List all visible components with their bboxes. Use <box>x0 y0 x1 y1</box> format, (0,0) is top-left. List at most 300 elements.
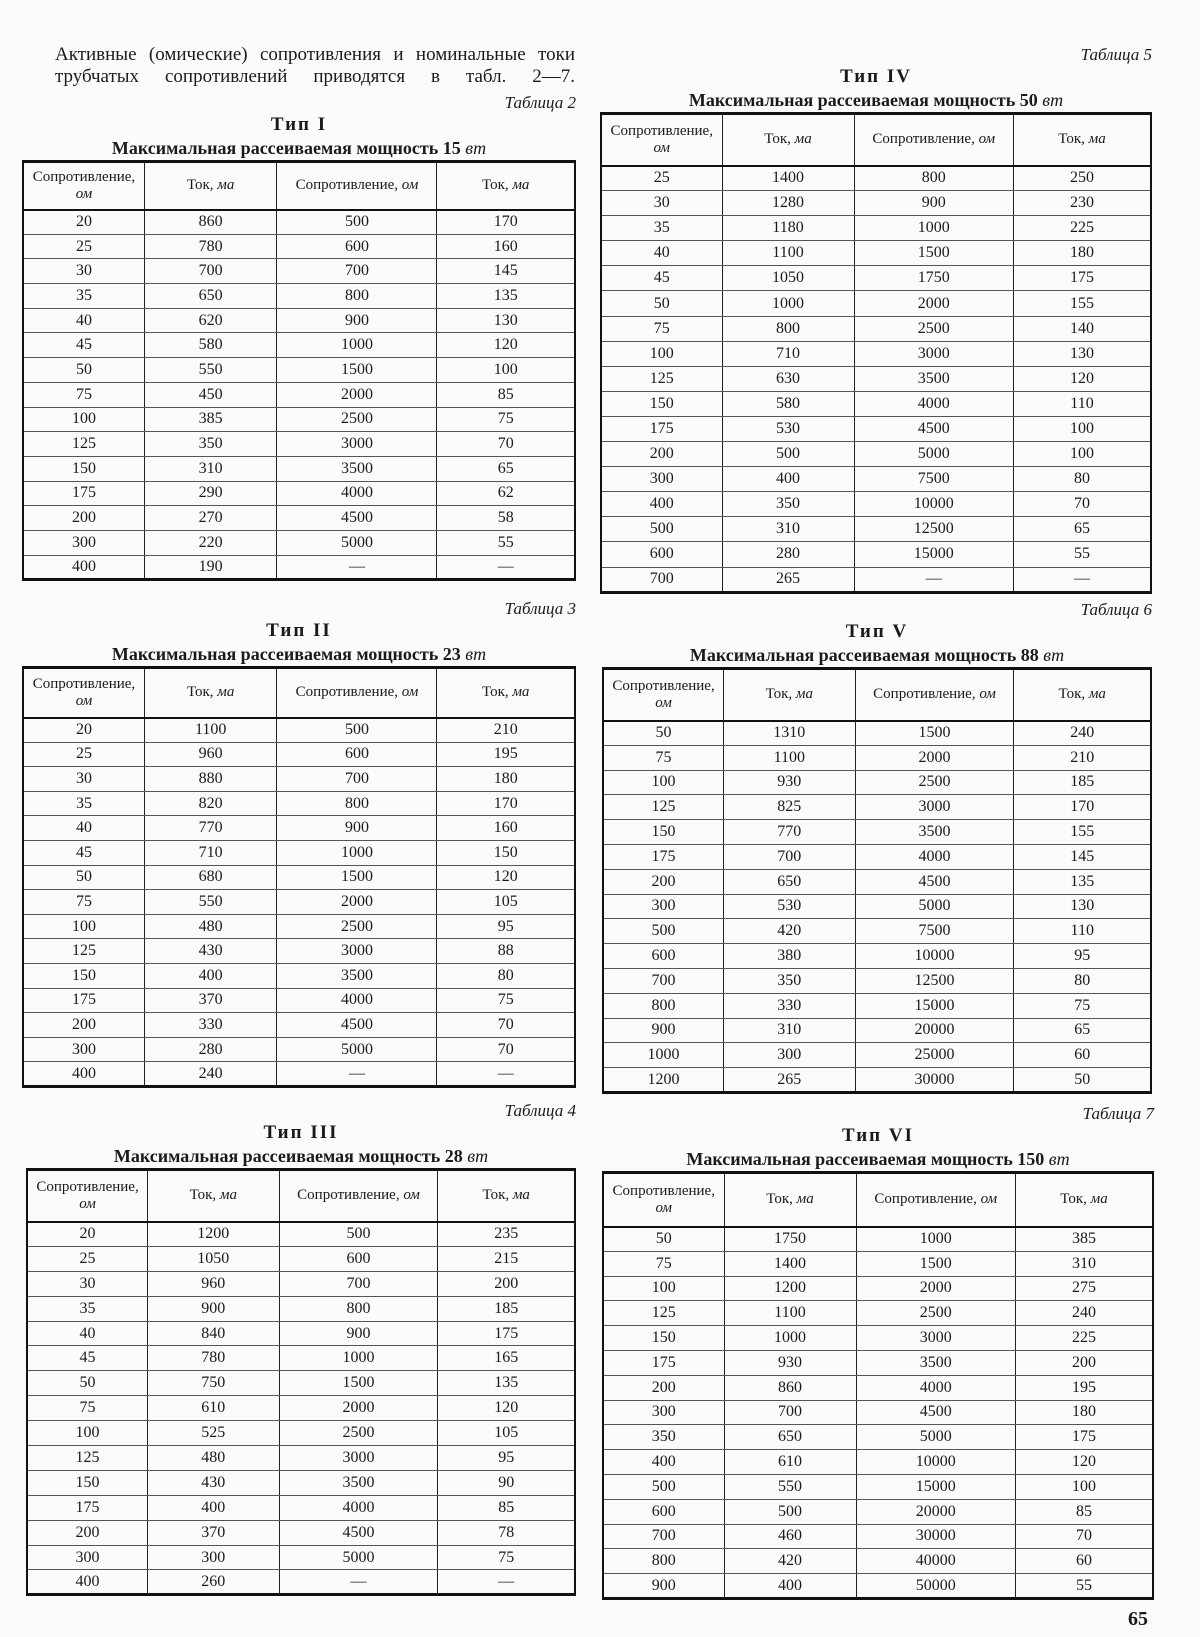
column-header: Сопротивление, ом <box>856 1173 1016 1227</box>
table-row <box>603 1400 1153 1425</box>
table-cell: 300 <box>724 1043 856 1068</box>
table-row <box>603 795 1151 820</box>
table-cell: 235 <box>438 1222 575 1247</box>
table-cell: 1000 <box>277 840 437 865</box>
table-cell: 5000 <box>277 1037 437 1062</box>
table-cell: 1310 <box>724 721 856 746</box>
table-row <box>27 1321 575 1346</box>
table-cell: 800 <box>277 284 437 309</box>
table-cell: 230 <box>1014 191 1152 216</box>
table-cell: 100 <box>601 341 722 366</box>
table-cell: 195 <box>437 742 575 767</box>
table-cell: 1050 <box>722 266 854 291</box>
table-cell: 4500 <box>854 416 1014 441</box>
column-header: Сопротивление, ом <box>603 1173 724 1227</box>
table-cell: 580 <box>722 391 854 416</box>
table-row <box>601 542 1151 567</box>
table-cell: 200 <box>27 1520 148 1545</box>
table-cell: 800 <box>603 993 724 1018</box>
caption-unit: вт <box>1048 1149 1070 1169</box>
table-cell: 35 <box>601 216 722 241</box>
table-cell: 3500 <box>854 366 1014 391</box>
table-cell: 700 <box>277 259 437 284</box>
table-caption <box>602 1147 1154 1171</box>
table-cell: 175 <box>1016 1425 1154 1450</box>
table-cell: 150 <box>603 820 724 845</box>
table-row <box>23 308 575 333</box>
table-cell: 710 <box>144 840 276 865</box>
table-cell: 60 <box>1014 1043 1151 1068</box>
table-cell: 85 <box>437 382 575 407</box>
table-cell: 3000 <box>277 432 437 457</box>
table-cell: — <box>277 555 437 580</box>
table-row <box>27 1570 575 1595</box>
table-cell: 100 <box>603 770 724 795</box>
table-block-7 <box>602 1103 1154 1600</box>
table-cell: 100 <box>1014 442 1152 467</box>
table-caption <box>600 88 1152 112</box>
table-cell: 60 <box>1016 1549 1154 1574</box>
table-cell: 165 <box>438 1346 575 1371</box>
table-cell: 70 <box>1014 492 1152 517</box>
table-cell: 120 <box>1016 1450 1154 1475</box>
column-header: Сопротивление, ом <box>601 114 722 166</box>
caption-unit: вт <box>465 644 487 664</box>
table-label: Таблица 3 <box>504 599 576 618</box>
table-cell: 750 <box>148 1371 280 1396</box>
table-cell: 145 <box>437 259 575 284</box>
table-cell: 370 <box>144 988 276 1013</box>
table-cell: 100 <box>27 1421 148 1446</box>
table-row <box>603 820 1151 845</box>
table-block-5 <box>600 44 1152 594</box>
table-cell: 1000 <box>603 1043 724 1068</box>
table-cell: 770 <box>724 820 856 845</box>
table-cell: 310 <box>724 1018 856 1043</box>
table-cell: — <box>437 1062 575 1087</box>
table-row <box>603 1474 1153 1499</box>
table-cell: 75 <box>437 407 575 432</box>
table-cell: 700 <box>724 1400 856 1425</box>
table-row <box>23 816 575 841</box>
table-cell: 900 <box>279 1321 438 1346</box>
table-cell: 3500 <box>855 820 1014 845</box>
table-cell: 180 <box>1016 1400 1154 1425</box>
table-row <box>23 210 575 235</box>
table-cell: 930 <box>724 1350 856 1375</box>
table-cell: 88 <box>437 939 575 964</box>
table-cell: — <box>438 1570 575 1595</box>
table-cell: 400 <box>603 1450 724 1475</box>
table-cell: 480 <box>148 1446 280 1471</box>
table-cell: 125 <box>601 366 722 391</box>
table-cell: 10000 <box>856 1450 1016 1475</box>
table-row <box>23 432 575 457</box>
table-cell: 110 <box>1014 919 1151 944</box>
table-cell: 225 <box>1014 216 1152 241</box>
table-cell: 860 <box>144 210 276 235</box>
table-cell: 1100 <box>722 241 854 266</box>
table-row <box>603 1524 1153 1549</box>
table-cell: 5000 <box>277 530 437 555</box>
table-cell: 1100 <box>724 1301 856 1326</box>
table-cell: 780 <box>148 1346 280 1371</box>
table-cell: 150 <box>437 840 575 865</box>
table-row <box>603 1499 1153 1524</box>
table-cell: 860 <box>724 1375 856 1400</box>
table-row <box>601 166 1151 191</box>
table-type-title: Тип II <box>266 620 332 641</box>
table-cell: 4500 <box>855 869 1014 894</box>
table-row <box>23 939 575 964</box>
table-cell: 700 <box>279 1271 438 1296</box>
table-cell: 900 <box>603 1018 724 1043</box>
table-type-title: Тип IV <box>840 66 912 87</box>
table-cell: 35 <box>23 791 144 816</box>
table-cell: 310 <box>722 517 854 542</box>
table-row <box>27 1246 575 1271</box>
table-cell: 610 <box>148 1396 280 1421</box>
table-cell: 40 <box>601 241 722 266</box>
table-cell: 800 <box>279 1296 438 1321</box>
table-type-title: Тип V <box>845 621 909 642</box>
table-cell: 100 <box>437 358 575 383</box>
table-cell: 350 <box>603 1425 724 1450</box>
table-cell: 265 <box>722 567 854 592</box>
table-cell: 120 <box>437 865 575 890</box>
table-cell: 820 <box>144 791 276 816</box>
table-caption <box>26 1144 576 1168</box>
table-cell: 225 <box>1016 1326 1154 1351</box>
table-cell: 30 <box>27 1271 148 1296</box>
table-block-3 <box>22 598 576 1088</box>
table-row <box>23 1062 575 1087</box>
table-cell: 200 <box>603 869 724 894</box>
table-cell: 20 <box>23 210 144 235</box>
table-cell: 200 <box>601 442 722 467</box>
table-cell: 175 <box>1014 266 1152 291</box>
table-cell: 50 <box>1014 1068 1151 1093</box>
table-cell: 4000 <box>277 481 437 506</box>
table-cell: 1000 <box>854 216 1014 241</box>
table-cell: 220 <box>144 530 276 555</box>
table-cell: 4000 <box>854 391 1014 416</box>
table-cell: 300 <box>27 1545 148 1570</box>
table-cell: 10000 <box>855 944 1014 969</box>
caption-text: Максимальная рассеиваемая мощность 28 <box>113 1146 463 1166</box>
table-cell: 350 <box>724 968 856 993</box>
table-cell: 80 <box>1014 467 1152 492</box>
table-row <box>601 241 1151 266</box>
table-row <box>27 1371 575 1396</box>
table-row <box>603 1301 1153 1326</box>
table-cell: 125 <box>23 939 144 964</box>
table-cell: 900 <box>148 1296 280 1321</box>
table-cell: 20 <box>27 1222 148 1247</box>
table-cell: 550 <box>144 890 276 915</box>
table-cell: 100 <box>1016 1474 1154 1499</box>
table-row <box>23 259 575 284</box>
table-cell: 900 <box>277 816 437 841</box>
table-cell: 95 <box>438 1446 575 1471</box>
table-row <box>23 358 575 383</box>
table-cell: 5000 <box>855 894 1014 919</box>
table-row <box>603 894 1151 919</box>
table-row <box>603 1018 1151 1043</box>
table-cell: 58 <box>437 506 575 531</box>
table-cell: 35 <box>23 284 144 309</box>
table-cell: 7500 <box>855 919 1014 944</box>
table-row <box>23 284 575 309</box>
resistance-table <box>22 666 576 1088</box>
table-cell: 1000 <box>279 1346 438 1371</box>
table-row <box>603 1227 1153 1252</box>
table-cell: 600 <box>603 1499 724 1524</box>
table-row <box>601 291 1151 316</box>
caption-unit: вт <box>465 138 487 158</box>
table-cell: 500 <box>722 442 854 467</box>
table-cell: 3000 <box>856 1326 1016 1351</box>
table-row <box>23 742 575 767</box>
caption-unit: вт <box>1043 645 1065 665</box>
table-cell: 65 <box>437 456 575 481</box>
table-cell: 50 <box>601 291 722 316</box>
table-cell: 15000 <box>856 1474 1016 1499</box>
table-cell: 155 <box>1014 820 1151 845</box>
table-cell: 175 <box>603 1350 724 1375</box>
table-cell: 2000 <box>279 1396 438 1421</box>
table-row <box>27 1271 575 1296</box>
table-row <box>27 1470 575 1495</box>
table-row <box>603 869 1151 894</box>
table-cell: 600 <box>603 944 724 969</box>
table-cell: 5000 <box>279 1545 438 1570</box>
table-row <box>23 791 575 816</box>
table-cell: 1000 <box>856 1227 1016 1252</box>
table-cell: 620 <box>144 308 276 333</box>
table-cell: 500 <box>601 517 722 542</box>
table-cell: 280 <box>144 1037 276 1062</box>
table-cell: 450 <box>144 382 276 407</box>
table-cell: 2500 <box>856 1301 1016 1326</box>
table-row <box>23 840 575 865</box>
column-header: Сопротивление, ом <box>27 1170 148 1222</box>
table-cell: 1400 <box>722 166 854 191</box>
table-cell: 530 <box>722 416 854 441</box>
table-cell: 85 <box>438 1495 575 1520</box>
table-row <box>603 1276 1153 1301</box>
table-cell: 20000 <box>856 1499 1016 1524</box>
table-cell: 160 <box>437 234 575 259</box>
table-cell: 300 <box>23 530 144 555</box>
table-cell: 30000 <box>855 1068 1014 1093</box>
table-row <box>603 745 1151 770</box>
table-cell: 75 <box>27 1396 148 1421</box>
page-number: 65 <box>1128 1608 1148 1630</box>
column-header: Сопротивление, ом <box>603 669 724 721</box>
table-cell: 300 <box>23 1037 144 1062</box>
column-header: Сопротивление, ом <box>277 162 437 210</box>
table-row <box>23 481 575 506</box>
table-cell: 40 <box>23 816 144 841</box>
table-cell: 200 <box>23 1013 144 1038</box>
table-caption <box>602 643 1152 667</box>
table-cell: 1200 <box>148 1222 280 1247</box>
caption-text: Максимальная рассеиваемая мощность 15 <box>111 138 461 158</box>
table-cell: 30 <box>601 191 722 216</box>
table-cell: 75 <box>603 745 724 770</box>
table-cell: 62 <box>437 481 575 506</box>
table-cell: 155 <box>1014 291 1152 316</box>
table-cell: 4500 <box>856 1400 1016 1425</box>
table-row <box>603 770 1151 795</box>
table-cell: 900 <box>277 308 437 333</box>
table-cell: 70 <box>1016 1524 1154 1549</box>
table-cell: 430 <box>144 939 276 964</box>
table-cell: 710 <box>722 341 854 366</box>
table-row <box>601 442 1151 467</box>
table-row <box>603 1375 1153 1400</box>
table-cell: 105 <box>437 890 575 915</box>
column-header: Сопротивление, ом <box>277 668 437 718</box>
table-row <box>23 234 575 259</box>
table-row <box>27 1495 575 1520</box>
table-cell: 25 <box>23 234 144 259</box>
table-cell: 35 <box>27 1296 148 1321</box>
table-cell: 1100 <box>724 745 856 770</box>
table-cell: 185 <box>438 1296 575 1321</box>
table-cell: 135 <box>438 1371 575 1396</box>
table-row <box>603 944 1151 969</box>
table-cell: 75 <box>601 316 722 341</box>
table-cell: 200 <box>438 1271 575 1296</box>
table-label: Таблица 6 <box>1080 600 1152 619</box>
table-cell: 1500 <box>277 358 437 383</box>
table-cell: 400 <box>71 557 96 575</box>
table-row <box>601 366 1151 391</box>
table-row <box>603 1549 1153 1574</box>
table-row <box>601 567 1151 592</box>
table-cell: 20 <box>23 718 144 743</box>
table-cell: 75 <box>1014 993 1151 1018</box>
table-cell: 400 <box>144 963 276 988</box>
column-header: Ток, ма <box>144 668 276 718</box>
table-row <box>23 718 575 743</box>
table-cell: 75 <box>438 1545 575 1570</box>
table-cell: 150 <box>601 391 722 416</box>
table-cell: 5000 <box>856 1425 1016 1450</box>
table-cell: 160 <box>437 816 575 841</box>
table-type-title: Тип I <box>270 114 328 135</box>
table-cell: 1050 <box>148 1246 280 1271</box>
table-block-6 <box>602 599 1152 1094</box>
table-cell: 15000 <box>854 542 1014 567</box>
column-header: Ток, ма <box>724 1173 856 1227</box>
table-cell: 25 <box>601 166 722 191</box>
table-cell: 500 <box>277 718 437 743</box>
table-cell: 680 <box>144 865 276 890</box>
table-cell: 1280 <box>722 191 854 216</box>
table-cell: 2000 <box>277 890 437 915</box>
table-cell: 2000 <box>854 291 1014 316</box>
table-row <box>601 266 1151 291</box>
column-header: Ток, ма <box>722 114 854 166</box>
table-cell: 525 <box>148 1421 280 1446</box>
column-header: Ток, ма <box>1014 114 1152 166</box>
table-cell: 960 <box>144 742 276 767</box>
table-row <box>23 555 575 580</box>
table-cell: 30 <box>23 767 144 792</box>
table-cell: 45 <box>23 840 144 865</box>
table-cell: 2500 <box>855 770 1014 795</box>
table-cell: 25000 <box>855 1043 1014 1068</box>
table-cell: 70 <box>437 1037 575 1062</box>
table-row <box>603 1350 1153 1375</box>
table-cell: 2500 <box>279 1421 438 1446</box>
table-cell: 700 <box>603 1524 724 1549</box>
table-cell: 825 <box>724 795 856 820</box>
table-cell: 275 <box>1016 1276 1154 1301</box>
table-cell: 4500 <box>277 1013 437 1038</box>
table-cell: 210 <box>437 718 575 743</box>
table-row <box>27 1545 575 1570</box>
table-cell: 80 <box>1014 968 1151 993</box>
table-cell: 2000 <box>855 745 1014 770</box>
table-cell: 300 <box>603 894 724 919</box>
table-cell: 600 <box>277 742 437 767</box>
table-cell: 200 <box>603 1375 724 1400</box>
table-cell: 1500 <box>855 721 1014 746</box>
table-cell: 2500 <box>277 407 437 432</box>
table-cell: 700 <box>603 968 724 993</box>
table-cell: 500 <box>724 1499 856 1524</box>
table-cell: 10000 <box>854 492 1014 517</box>
table-cell: 840 <box>148 1321 280 1346</box>
intro-paragraph: Активные (омические) сопротивления и номинальные токи трубчатых сопротивлений приводятся в табл. 2—7. <box>55 44 575 87</box>
table-row <box>27 1520 575 1545</box>
table-cell: 550 <box>724 1474 856 1499</box>
table-row <box>603 1326 1153 1351</box>
table-row <box>601 216 1151 241</box>
table-cell: 370 <box>148 1520 280 1545</box>
table-cell: 70 <box>437 432 575 457</box>
table-row <box>27 1446 575 1471</box>
table-cell: 3000 <box>279 1446 438 1471</box>
table-label: Таблица 2 <box>504 93 576 112</box>
table-cell: 780 <box>144 234 276 259</box>
table-row <box>23 865 575 890</box>
table-caption <box>22 136 576 160</box>
table-row <box>23 1013 575 1038</box>
table-cell: 420 <box>724 919 856 944</box>
table-row <box>603 721 1151 746</box>
table-row <box>23 333 575 358</box>
table-cell: 1400 <box>724 1251 856 1276</box>
table-type-title: Тип III <box>263 1122 339 1143</box>
table-cell: 75 <box>23 890 144 915</box>
table-row <box>601 391 1151 416</box>
resistance-table <box>602 667 1152 1094</box>
table-cell: 40000 <box>856 1549 1016 1574</box>
column-header: Сопротивление, ом <box>855 669 1014 721</box>
table-cell: 400 <box>148 1495 280 1520</box>
table-cell: 350 <box>144 432 276 457</box>
table-cell: 78 <box>438 1520 575 1545</box>
table-row <box>601 316 1151 341</box>
table-cell: 175 <box>438 1321 575 1346</box>
column-header: Ток, ма <box>724 669 856 721</box>
table-cell: 3500 <box>277 456 437 481</box>
